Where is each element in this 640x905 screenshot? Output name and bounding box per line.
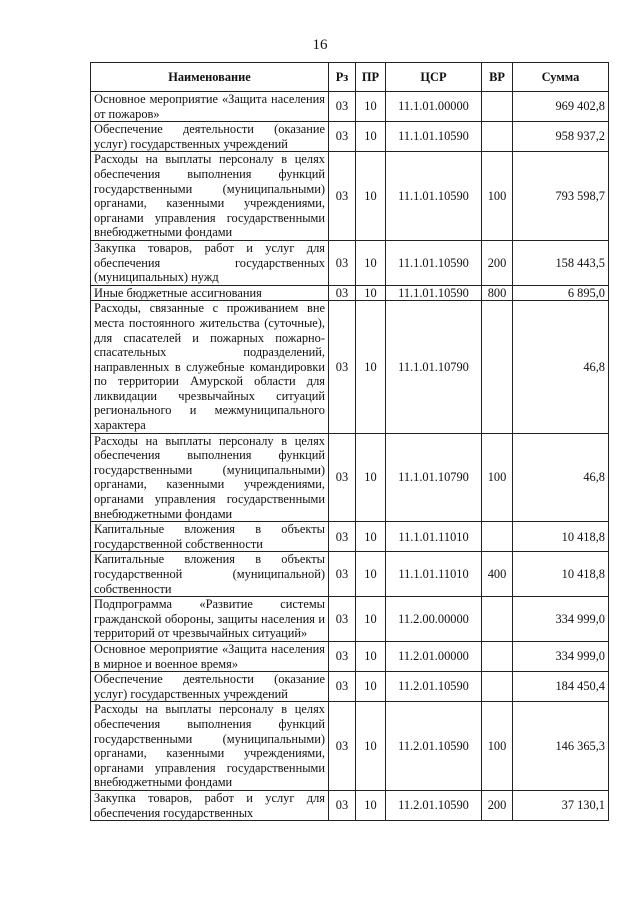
row-csr: 11.1.01.10590 (386, 285, 482, 301)
row-csr: 11.1.01.11010 (386, 522, 482, 552)
row-vr (482, 92, 513, 122)
header-sum: Сумма (513, 63, 609, 92)
row-rz: 03 (329, 152, 356, 241)
row-csr: 11.2.01.10590 (386, 790, 482, 820)
row-csr: 11.1.01.00000 (386, 92, 482, 122)
row-sum: 46,8 (513, 433, 609, 522)
table-row (91, 641, 609, 671)
row-vr: 200 (482, 240, 513, 285)
row-csr: 11.2.01.00000 (386, 641, 482, 671)
row-name: Расходы на выплаты персоналу в целях обеспечения выполнения функций государственными (муниципальными) органами, казенными учреждениями, органами управления государственными внебюджетными фондами (91, 152, 329, 241)
row-pr: 10 (356, 122, 386, 152)
row-name: Основное мероприятие «Защита населения от пожаров» (91, 92, 329, 122)
row-name: Основное мероприятие «Защита населения в мирное и военное время» (91, 641, 329, 671)
row-vr: 100 (482, 152, 513, 241)
table-row (91, 672, 609, 702)
row-vr: 100 (482, 702, 513, 791)
header-rz: Рз (329, 63, 356, 92)
row-pr: 10 (356, 301, 386, 433)
table-row (91, 285, 609, 301)
row-sum: 958 937,2 (513, 122, 609, 152)
row-pr: 10 (356, 641, 386, 671)
row-sum: 10 418,8 (513, 552, 609, 597)
row-csr: 11.1.01.10790 (386, 301, 482, 433)
row-name: Иные бюджетные ассигнования (91, 285, 329, 301)
row-csr: 11.1.01.11010 (386, 552, 482, 597)
row-name: Капитальные вложения в объекты государственной (муниципальной) собственности (91, 552, 329, 597)
table-row (91, 240, 609, 285)
budget-table (90, 62, 609, 821)
row-pr: 10 (356, 285, 386, 301)
header-name: Наименование (91, 63, 329, 92)
row-vr: 100 (482, 433, 513, 522)
row-pr: 10 (356, 433, 386, 522)
row-rz: 03 (329, 641, 356, 671)
row-name: Обеспечение деятельности (оказание услуг) государственных учреждений (91, 672, 329, 702)
row-name: Закупка товаров, работ и услуг для обеспечения государственных (91, 790, 329, 820)
row-csr: 11.2.00.00000 (386, 597, 482, 642)
row-rz: 03 (329, 522, 356, 552)
table-row (91, 433, 609, 522)
table-header-row (91, 63, 609, 92)
row-csr: 11.1.01.10590 (386, 152, 482, 241)
row-vr: 200 (482, 790, 513, 820)
row-vr (482, 522, 513, 552)
row-name: Расходы, связанные с проживанием вне места постоянного жительства (суточные), для спасателей и пожарных пожарно-спасательных подразделений, направленных в служебные командировки по территории Амурской области для ликвидации чрезвычайных ситуаций регионального и межмуниципального характера (91, 301, 329, 433)
row-csr: 11.1.01.10590 (386, 240, 482, 285)
row-sum: 158 443,5 (513, 240, 609, 285)
row-sum: 37 130,1 (513, 790, 609, 820)
row-rz: 03 (329, 301, 356, 433)
header-vr: ВР (482, 63, 513, 92)
row-rz: 03 (329, 597, 356, 642)
row-sum: 10 418,8 (513, 522, 609, 552)
row-pr: 10 (356, 92, 386, 122)
table-row (91, 122, 609, 152)
table-row (91, 790, 609, 820)
row-csr: 11.2.01.10590 (386, 672, 482, 702)
row-pr: 10 (356, 790, 386, 820)
row-name: Расходы на выплаты персоналу в целях обеспечения выполнения функций государственными (муниципальными) органами, казенными учреждениями, органами управления государственными внебюджетными фондами (91, 702, 329, 791)
header-pr: ПР (356, 63, 386, 92)
row-sum: 184 450,4 (513, 672, 609, 702)
table-row (91, 92, 609, 122)
row-rz: 03 (329, 122, 356, 152)
row-csr: 11.2.01.10590 (386, 702, 482, 791)
row-csr: 11.1.01.10590 (386, 122, 482, 152)
row-pr: 10 (356, 552, 386, 597)
row-rz: 03 (329, 790, 356, 820)
table-row (91, 301, 609, 433)
row-rz: 03 (329, 552, 356, 597)
row-pr: 10 (356, 522, 386, 552)
row-sum: 969 402,8 (513, 92, 609, 122)
row-sum: 334 999,0 (513, 597, 609, 642)
row-vr (482, 122, 513, 152)
row-vr (482, 301, 513, 433)
table-row (91, 552, 609, 597)
row-name: Расходы на выплаты персоналу в целях обеспечения выполнения функций государственными (муниципальными) органами, казенными учреждениями, органами управления государственными внебюджетными фондами (91, 433, 329, 522)
row-vr (482, 641, 513, 671)
row-name: Капитальные вложения в объекты государственной собственности (91, 522, 329, 552)
row-pr: 10 (356, 597, 386, 642)
row-rz: 03 (329, 240, 356, 285)
row-pr: 10 (356, 672, 386, 702)
row-sum: 6 895,0 (513, 285, 609, 301)
row-vr: 400 (482, 552, 513, 597)
row-sum: 146 365,3 (513, 702, 609, 791)
row-name: Подпрограмма «Развитие системы гражданской обороны, защиты населения и территорий от чрезвычайных ситуаций» (91, 597, 329, 642)
row-sum: 793 598,7 (513, 152, 609, 241)
page-number: 16 (312, 37, 328, 53)
row-sum: 334 999,0 (513, 641, 609, 671)
row-pr: 10 (356, 702, 386, 791)
table-row (91, 702, 609, 791)
row-pr: 10 (356, 152, 386, 241)
table-row (91, 522, 609, 552)
row-rz: 03 (329, 433, 356, 522)
row-vr: 800 (482, 285, 513, 301)
header-csr: ЦСР (386, 63, 482, 92)
row-name: Закупка товаров, работ и услуг для обеспечения государственных (муниципальных) нужд (91, 240, 329, 285)
row-rz: 03 (329, 92, 356, 122)
row-rz: 03 (329, 285, 356, 301)
row-csr: 11.1.01.10790 (386, 433, 482, 522)
row-rz: 03 (329, 672, 356, 702)
row-rz: 03 (329, 702, 356, 791)
row-pr: 10 (356, 240, 386, 285)
table-row (91, 152, 609, 241)
row-vr (482, 597, 513, 642)
row-sum: 46,8 (513, 301, 609, 433)
table-row (91, 597, 609, 642)
row-name: Обеспечение деятельности (оказание услуг) государственных учреждений (91, 122, 329, 152)
row-vr (482, 672, 513, 702)
